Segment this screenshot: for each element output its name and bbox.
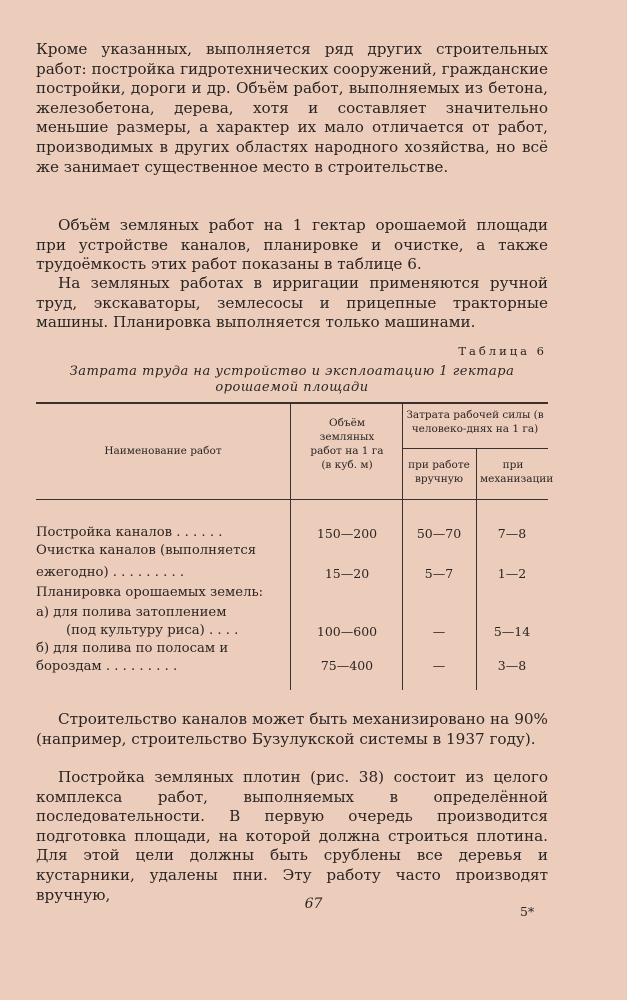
cell-volume: 15—20 xyxy=(324,566,370,581)
row-label: Очистка каналов (выполняется xyxy=(36,543,257,558)
row-label: б) для полива по полосам и xyxy=(36,641,229,656)
cell-manual: 50—70 xyxy=(416,526,462,541)
cell-mechanized: 5—14 xyxy=(493,624,531,639)
header-manual: при работе вручную xyxy=(408,459,470,485)
labour-subheader-rule xyxy=(402,448,548,449)
row-label: Планировка орошаемых земель: xyxy=(36,585,264,600)
row-label: Постройка каналов . . . . . . xyxy=(36,525,223,540)
cell-manual: 5—7 xyxy=(424,566,454,581)
cell-mechanized: 1—2 xyxy=(497,566,527,581)
paragraph-earthwork-volume: Объём земляных работ на 1 гектар орошаемой площади при устройстве каналов, планировке и очистке, а также трудоёмкость этих работ показаны в таблице 6. xyxy=(36,216,548,274)
table-header-rule xyxy=(36,499,548,500)
column-divider-1 xyxy=(290,404,291,690)
header-works: Наименование работ xyxy=(104,445,222,457)
row-label: а) для полива затоплением xyxy=(36,605,227,620)
row-label: ежегодно) . . . . . . . . . xyxy=(36,565,185,580)
table-top-rule xyxy=(36,402,548,404)
table-label: Таблица 6 xyxy=(458,344,547,358)
cell-mechanized: 7—8 xyxy=(497,526,527,541)
cell-manual: — xyxy=(432,624,446,639)
column-divider-2 xyxy=(402,404,403,690)
page-number: 67 xyxy=(304,896,323,912)
paragraph-earthwork-machines: На земляных работах в ирригации применяются ручной труд, экскаваторы, землесосы и прицепные тракторные машины. Планировка выполняется только машинами. xyxy=(36,274,548,332)
row-label: (под культуру риса) . . . . xyxy=(66,623,239,638)
signature-mark: 5* xyxy=(520,904,535,919)
paragraph-construction-works: Кроме указанных, выполняется ряд других строительных работ: постройка гидротехнических сооружений, гражданские постройки, дороги и др. Объём работ, выполняемых из бетона, железобетона, дерева, хотя и составляет значительно меньшие размеры, а характер их мало отличается от работ, производимых в других областях народного хозяйства, но всё же занимает существенное место в строительстве. xyxy=(36,40,548,176)
paragraph-canal-mechanization: Строительство каналов может быть механизировано на 90% (например, строительство Бузулукской системы в 1937 году). xyxy=(36,710,548,748)
cell-volume: 75—400 xyxy=(320,658,374,673)
header-volume: Объём земляных работ на 1 га (в куб. м) xyxy=(310,417,384,471)
header-mechanized: при механизации xyxy=(480,459,554,485)
cell-mechanized: 3—8 xyxy=(497,658,527,673)
table-title: Затрата труда на устройство и эксплоатацию 1 гектара орошаемой площади xyxy=(69,364,515,395)
row-label: бороздам . . . . . . . . . xyxy=(36,659,178,674)
cell-volume: 100—600 xyxy=(316,624,378,639)
labour-table xyxy=(36,400,554,692)
cell-volume: 150—200 xyxy=(316,526,378,541)
header-labour: Затрата рабочей силы (в человеко-днях на 1 га) xyxy=(406,409,544,435)
cell-manual: — xyxy=(432,658,446,673)
paragraph-dam-construction: Постройка земляных плотин (рис. 38) состоит из целого комплекса работ, выполняемых в определённой последовательности. В первую очередь производится подготовка площади, на которой должна строиться плотина. Для этой цели должны быть срублены все деревья и кустарники, удалены пни. Эту работу часто производят вручную, xyxy=(36,768,548,904)
